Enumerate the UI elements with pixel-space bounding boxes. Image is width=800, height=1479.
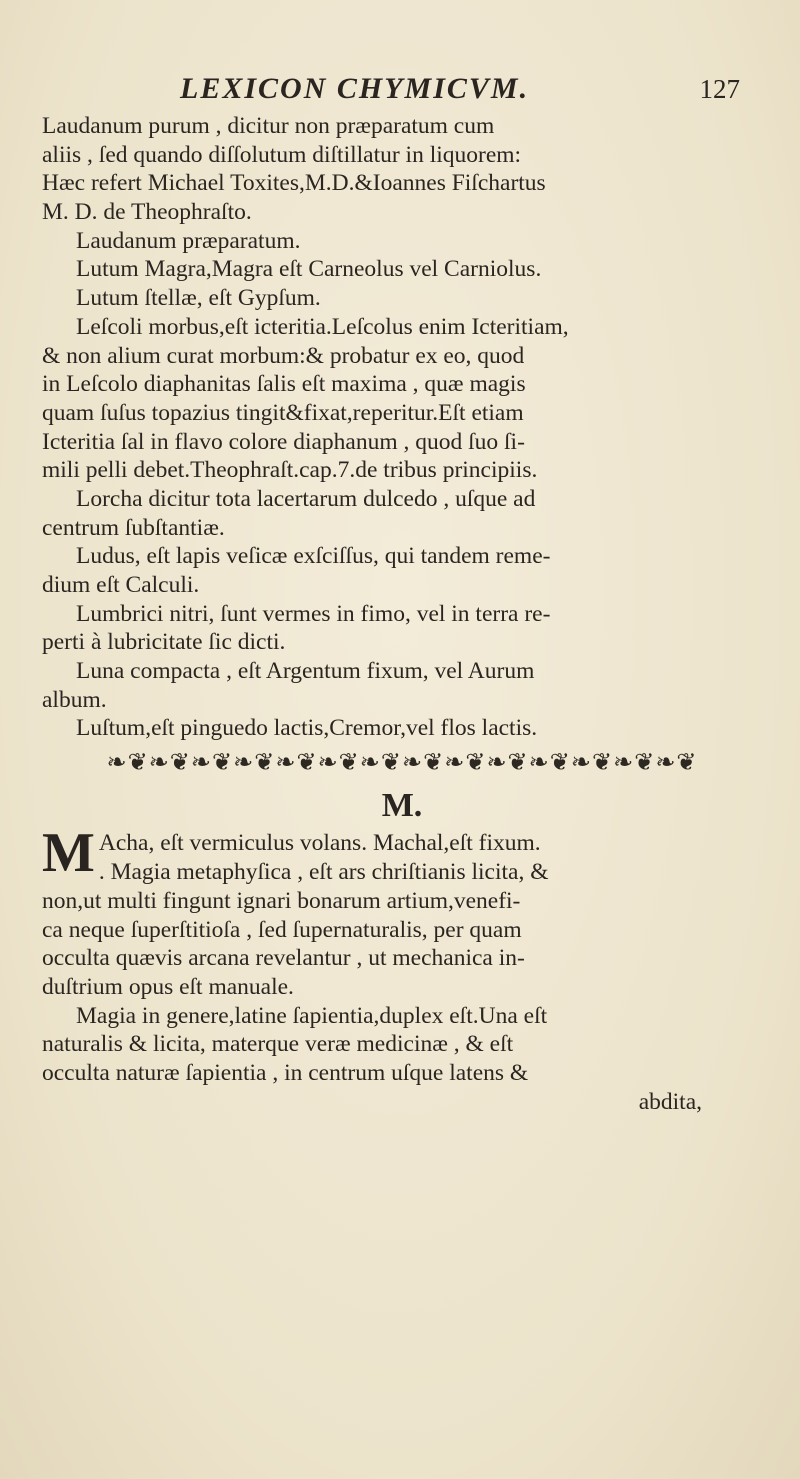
text-line: . Magia metaphyſica , eſt ars chriſtianis licita, & bbox=[98, 859, 549, 886]
text-line: aliis , ſed quando diſſolutum diſtillatur in liquorem: bbox=[42, 141, 522, 168]
text-line: album. bbox=[42, 686, 107, 713]
page-number: 127 bbox=[699, 74, 740, 104]
text-line: Ludus, eſt lapis veſicæ exſciſſus, qui tandem reme- bbox=[76, 543, 551, 570]
ornamental-divider: ❧❦❧❦❧❦❧❦❧❦❧❦❧❦❧❦❧❦❧❦❧❦❧❦❧❦❧❦ bbox=[106, 750, 698, 777]
text-line: mili pelli debet.Theophraſt.cap.7.de tribus principiis. bbox=[42, 457, 538, 484]
text-line: naturalis & licita, materque veræ medicinæ , & eſt bbox=[42, 1031, 514, 1058]
text-line: occulta quævis arcana revelantur , ut mechanica in- bbox=[42, 945, 525, 972]
text-line: in Leſcolo diaphanitas ſalis eſt maxima , quæ magis bbox=[42, 371, 526, 398]
text-line: quam ſuſus topazius tingit&fixat,reperitur.Eſt etiam bbox=[42, 399, 524, 426]
text-line: perti à lubricitate ſic dicti. bbox=[42, 629, 286, 656]
text-line: ca neque ſuperſtitioſa , ſed ſupernaturalis, per quam bbox=[42, 916, 522, 943]
page-header bbox=[180, 72, 740, 112]
text-line: dium eſt Calculi. bbox=[42, 572, 200, 598]
text-line: Laudanum purum , dicitur non præparatum cum bbox=[42, 113, 495, 139]
text-line: duſtrium opus eſt manuale. bbox=[42, 973, 294, 1000]
text-line: M. D. de Theophraſto. bbox=[42, 199, 252, 226]
text-line: Lutum Magra,Magra eſt Carneolus vel Carniolus. bbox=[76, 256, 542, 283]
text-line: Hæc refert Michael Toxites,M.D.&Ioannes Fiſchartus bbox=[42, 170, 546, 197]
dropcap-letter: M bbox=[42, 822, 95, 885]
text-line: Laudanum præparatum. bbox=[76, 227, 301, 254]
text-line: Magia in genere,latine ſapientia,duplex eſt.Una eſt bbox=[76, 1002, 548, 1029]
text-line: occulta naturæ ſapientia , in centrum uſque latens & bbox=[42, 1059, 529, 1086]
text-line: Lorcha dicitur tota lacertarum dulcedo , uſque ad bbox=[76, 485, 536, 512]
text-line: Lumbrici nitri, ſunt vermes in fimo, vel in terra re- bbox=[76, 600, 551, 627]
running-title: LEXICON CHYMICVM. bbox=[180, 72, 530, 105]
text-line: Lutum ſtellæ, eſt Gypſum. bbox=[76, 285, 321, 312]
text-line: & non alium curat morbum:& probatur ex eo, quod bbox=[42, 342, 525, 369]
catchword: abdita, bbox=[638, 1088, 702, 1115]
text-line: Leſcoli morbus,eſt icteritia.Leſcolus enim Icteritiam, bbox=[76, 313, 569, 340]
text-line: Icteritia ſal in flavo colore diaphanum , quod ſuo ſi- bbox=[42, 428, 525, 455]
text-line: centrum ſubſtantiæ. bbox=[42, 514, 225, 541]
text-block bbox=[42, 112, 762, 1116]
text-line: Luſtum,eſt pinguedo lactis,Cremor,vel flos lactis. bbox=[76, 715, 538, 742]
text-line: non,ut multi fingunt ignari bonarum artium,venefi- bbox=[42, 887, 521, 914]
text-line: Luna compacta , eſt Argentum fixum, vel Aurum bbox=[76, 658, 535, 685]
text-line: Acha, eſt vermiculus volans. Machal,eſt fixum. bbox=[98, 830, 541, 857]
section-heading: M. bbox=[381, 787, 423, 825]
